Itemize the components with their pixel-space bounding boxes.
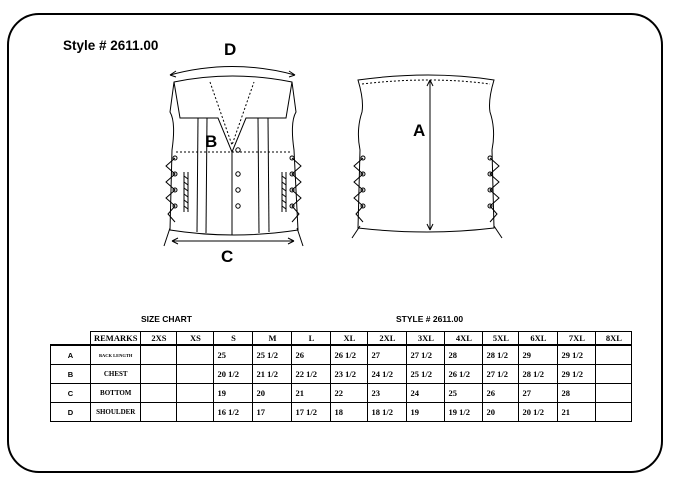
table-cell: 21	[292, 384, 331, 403]
table-cell: 20 1/2	[519, 403, 558, 422]
table-cell: 21	[558, 403, 596, 422]
table-cell: 20	[483, 403, 519, 422]
row-key: B	[51, 365, 91, 384]
header-blank-cell	[51, 332, 91, 346]
dimension-label-d: D	[224, 40, 237, 59]
table-cell	[596, 403, 632, 422]
row-remark: CHEST	[91, 365, 141, 384]
table-cell: 26	[292, 345, 331, 365]
table-cell: 28	[558, 384, 596, 403]
table-cell: 27 1/2	[407, 345, 445, 365]
table-cell	[177, 345, 214, 365]
size-chart-title: SIZE CHART	[141, 314, 192, 324]
column-header: 2XL	[368, 332, 407, 346]
table-cell: 23	[368, 384, 407, 403]
table-cell: 16 1/2	[214, 403, 253, 422]
table-cell: 18	[331, 403, 368, 422]
column-header: M	[253, 332, 292, 346]
table-cell: 27	[368, 345, 407, 365]
table-cell	[177, 365, 214, 384]
table-cell	[177, 403, 214, 422]
column-header: 7XL	[558, 332, 596, 346]
style-title: Style # 2611.00	[63, 38, 159, 53]
table-cell: 29 1/2	[558, 365, 596, 384]
front-vest	[164, 76, 303, 246]
size-chart-table	[50, 331, 632, 422]
table-cell	[596, 345, 632, 365]
table-cell	[141, 365, 177, 384]
table-cell: 24 1/2	[368, 365, 407, 384]
table-cell: 19	[407, 403, 445, 422]
column-header: XS	[177, 332, 214, 346]
column-header: 2XS	[141, 332, 177, 346]
row-key: D	[51, 403, 91, 422]
dimension-label-a: A	[413, 121, 426, 140]
table-cell: 28	[445, 345, 483, 365]
table-cell: 17	[253, 403, 292, 422]
row-remark: SHOULDER	[91, 403, 141, 422]
table-cell: 25 1/2	[407, 365, 445, 384]
column-header: 5XL	[483, 332, 519, 346]
row-key: C	[51, 384, 91, 403]
table-cell: 29	[519, 345, 558, 365]
table-cell: 22 1/2	[292, 365, 331, 384]
table-cell	[177, 384, 214, 403]
table-cell	[141, 384, 177, 403]
table-cell: 23 1/2	[331, 365, 368, 384]
table-cell: 25 1/2	[253, 345, 292, 365]
table-cell: 18 1/2	[368, 403, 407, 422]
table-cell: 22	[331, 384, 368, 403]
column-header: REMARKS	[91, 332, 141, 346]
table-row	[51, 384, 632, 403]
row-key: A	[51, 345, 91, 365]
dimension-d-arrow	[170, 67, 295, 76]
size-chart-style-label: STYLE # 2611.00	[396, 314, 464, 324]
table-cell	[596, 384, 632, 403]
column-header: 3XL	[407, 332, 445, 346]
vest-diagram	[150, 60, 520, 260]
table-cell: 24	[407, 384, 445, 403]
table-row	[51, 403, 632, 422]
table-cell: 26 1/2	[331, 345, 368, 365]
row-remark: BACK LENGTH	[91, 345, 141, 365]
dimension-label-c: C	[221, 247, 234, 266]
table-cell	[141, 345, 177, 365]
column-header: 6XL	[519, 332, 558, 346]
table-cell: 17 1/2	[292, 403, 331, 422]
table-row	[51, 365, 632, 384]
table-cell: 28 1/2	[519, 365, 558, 384]
back-vest	[352, 75, 502, 238]
table-cell: 25	[445, 384, 483, 403]
table-cell: 21 1/2	[253, 365, 292, 384]
table-cell: 26 1/2	[445, 365, 483, 384]
table-cell: 26	[483, 384, 519, 403]
column-header: 8XL	[596, 332, 632, 346]
table-cell: 19	[214, 384, 253, 403]
column-header: L	[292, 332, 331, 346]
table-cell: 27 1/2	[483, 365, 519, 384]
table-cell: 27	[519, 384, 558, 403]
row-remark: BOTTOM	[91, 384, 141, 403]
table-cell	[141, 403, 177, 422]
table-row	[51, 345, 632, 365]
column-header: 4XL	[445, 332, 483, 346]
table-cell: 20	[253, 384, 292, 403]
column-header: XL	[331, 332, 368, 346]
table-cell	[596, 365, 632, 384]
size-chart-header-row	[51, 332, 632, 346]
column-header: S	[214, 332, 253, 346]
table-cell: 28 1/2	[483, 345, 519, 365]
table-cell: 19 1/2	[445, 403, 483, 422]
dimension-label-b: B	[205, 132, 218, 151]
table-cell: 25	[214, 345, 253, 365]
table-cell: 29 1/2	[558, 345, 596, 365]
table-cell: 20 1/2	[214, 365, 253, 384]
